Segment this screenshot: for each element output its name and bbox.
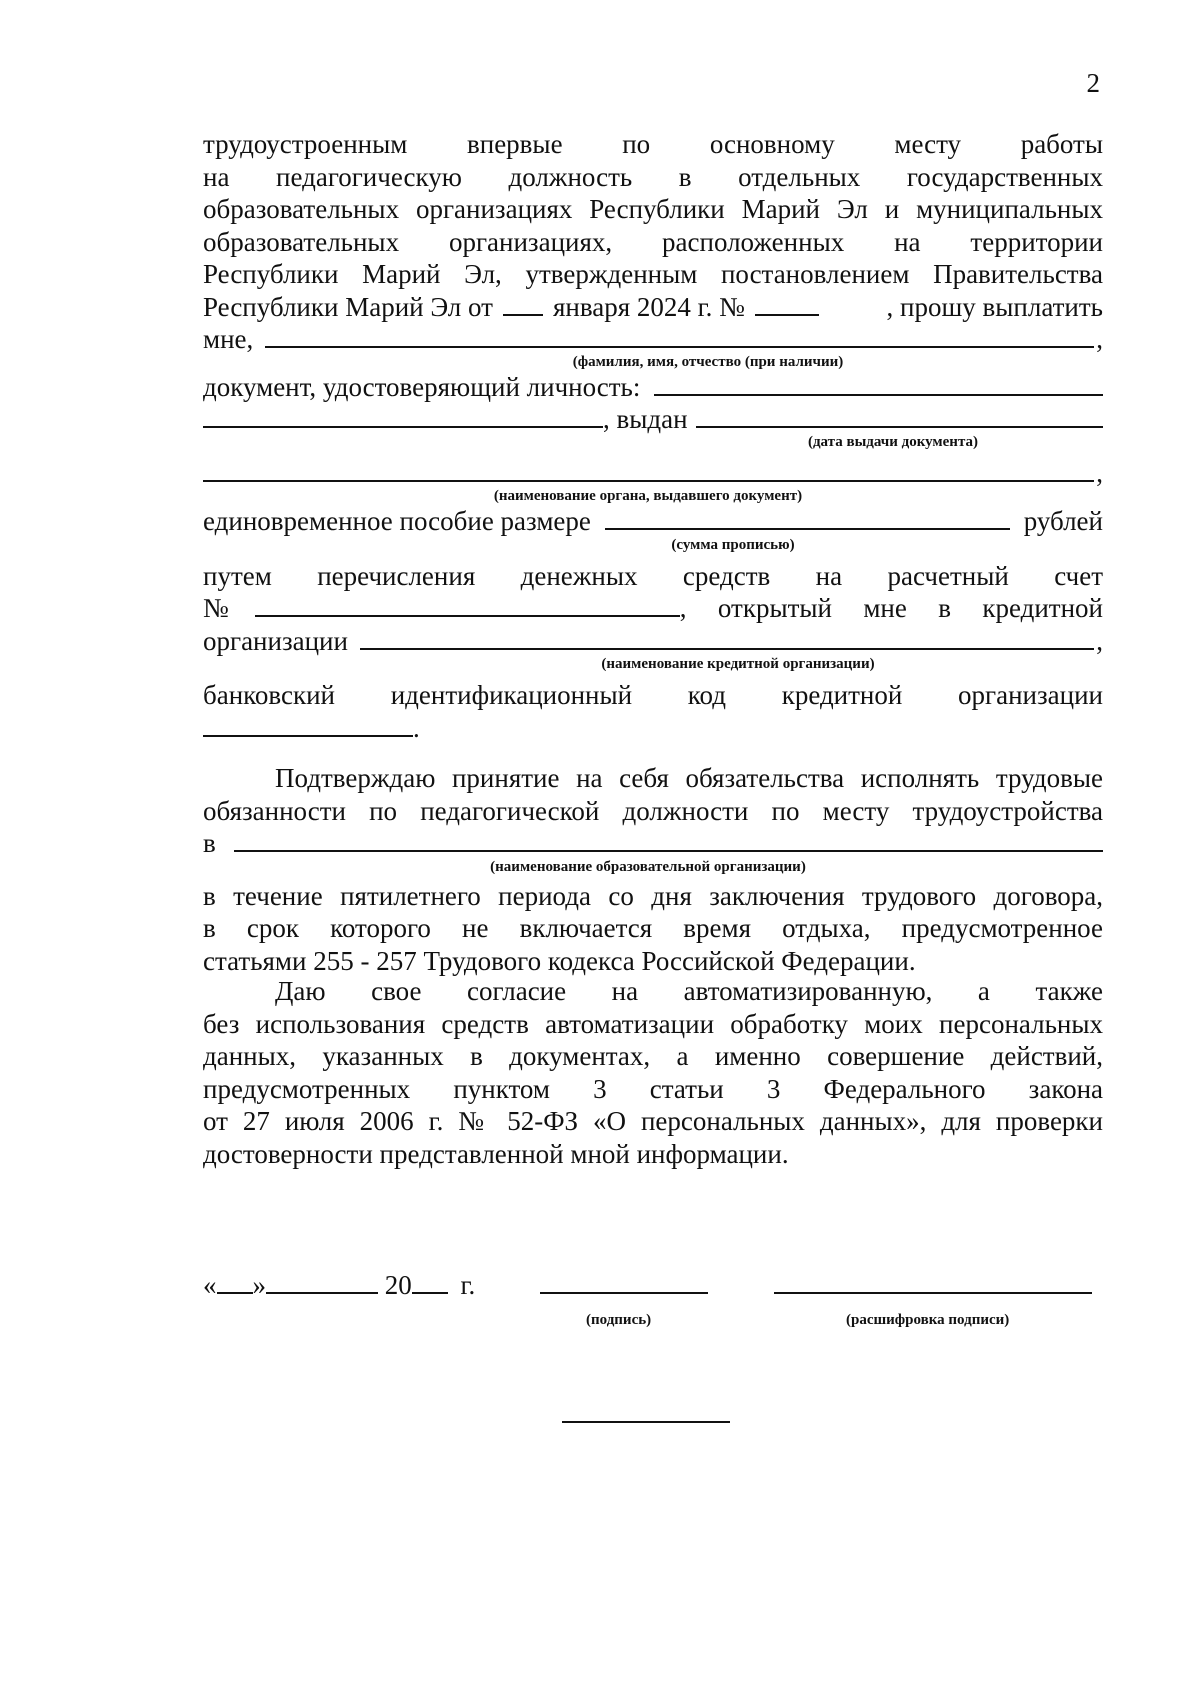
employer-line: в — [203, 827, 1103, 860]
obligation-line: статьями 255 - 257 Трудового кодекса Российской Федерации. — [203, 945, 916, 976]
credit-organization-caption: (наименование кредитной организации) — [601, 656, 875, 672]
consent-line: данных, указанных в документах, а именно совершение действий, — [203, 1041, 1103, 1071]
application-body — [203, 128, 1103, 744]
obligation-section — [203, 762, 1103, 977]
full-name-field[interactable] — [265, 324, 1094, 348]
name-line: мне, , — [203, 324, 1103, 354]
decree-date-line: Республики Марий Эл от января 2024 г. № , прошу выплатить — [203, 291, 1103, 322]
credit-organization-field[interactable] — [360, 626, 1094, 650]
full-name-caption: (фамилия, имя, отчество (при наличии) — [572, 353, 844, 370]
account-number-field[interactable] — [255, 593, 680, 617]
signature-decoding-field[interactable] — [774, 1270, 1092, 1294]
consent-line: предусмотренных пунктом 3 статьи 3 Федерального закона — [203, 1073, 1103, 1104]
date-year-field[interactable] — [412, 1270, 448, 1294]
obligation-line: в срок которого не включается время отдыха, предусмотренное — [203, 913, 1103, 943]
issue-date-caption: (дата выдачи документа) — [807, 433, 979, 450]
intro-line: Республики Марий Эл, утвержденным постановлением Правительства — [203, 259, 1103, 289]
bik-value-line: . — [203, 712, 1103, 745]
bik-field[interactable] — [203, 713, 413, 737]
date-month-field[interactable] — [266, 1270, 378, 1294]
intro-line: на педагогическую должность в отдельных государственных — [203, 161, 1103, 192]
identity-line: документ, удостоверяющий личность: — [203, 371, 1103, 404]
issued-line: , выдан — [203, 403, 1103, 436]
account-line: № , открытый мне в кредитной — [203, 593, 1103, 623]
date-day-field[interactable] — [217, 1270, 253, 1294]
issuer-line: , — [203, 457, 1103, 490]
signature-caption: (подпись) — [586, 1312, 652, 1328]
end-divider — [562, 1421, 730, 1423]
consent-line: достоверности представленной мной информации. — [203, 1138, 789, 1169]
allowance-line: единовременное пособие размере рублей — [203, 506, 1103, 536]
credit-org-line: организации , — [203, 625, 1103, 656]
signature-row — [203, 1270, 1103, 1330]
signature-date: « » 20 г. — [203, 1270, 476, 1300]
educational-organization-caption: (наименование образовательной организации) — [490, 858, 806, 875]
consent-line: Даю свое согласие на автоматизированную, а также — [275, 976, 1103, 1006]
obligation-line: обязанности по педагогической должности по месту трудоустройства — [203, 795, 1103, 826]
obligation-line: в течение пятилетнего периода со дня заключения трудового договора, — [203, 880, 1103, 911]
bik-line: банковский идентификационный код кредитной организации — [203, 680, 1103, 710]
identity-document-field[interactable] — [654, 372, 1103, 396]
issue-date-field[interactable] — [696, 404, 1103, 428]
intro-line: образовательных организациях Республики Марий Эл и муниципальных — [203, 194, 1103, 224]
issuing-authority-field[interactable] — [203, 458, 1094, 482]
transfer-line: путем перечисления денежных средств на расчетный счет — [203, 560, 1103, 591]
intro-line: образовательных организациях, расположенных на территории — [203, 226, 1103, 257]
intro-line: трудоустроенным впервые по основному месту работы — [203, 129, 1103, 159]
decree-day-blank[interactable] — [503, 292, 543, 316]
consent-line: от 27 июля 2006 г. № 52-ФЗ «О персональных данных», для проверки — [203, 1106, 1103, 1136]
identity-document-number-field[interactable] — [203, 404, 603, 428]
signature-field[interactable] — [540, 1270, 708, 1294]
decree-number-blank[interactable] — [755, 292, 819, 316]
allowance-amount-caption: (сумма прописью) — [671, 536, 795, 553]
obligation-line: Подтверждаю принятие на себя обязательства исполнять трудовые — [275, 763, 1103, 793]
signature-decoding-caption: (расшифровка подписи) — [846, 1312, 1010, 1328]
allowance-amount-field[interactable] — [605, 506, 1010, 530]
consent-section — [203, 975, 1103, 1170]
page-number: 2 — [1086, 68, 1100, 98]
issuing-authority-caption: (наименование органа, выдавшего документ) — [493, 488, 803, 504]
educational-organization-field[interactable] — [234, 828, 1103, 852]
consent-line: без использования средств автоматизации обработку моих персональных — [203, 1008, 1103, 1039]
